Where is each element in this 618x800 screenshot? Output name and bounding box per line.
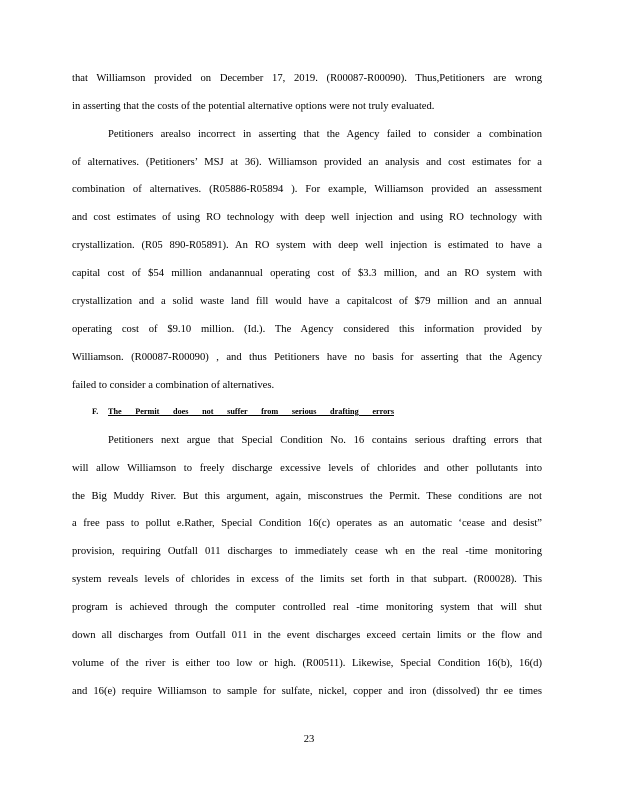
paragraph-line: will allow Williamson to freely discharge excessive levels of chlorides and other pollutants into — [72, 463, 542, 474]
paragraph-line: Petitioners next argue that Special Condition No. 16 contains serious drafting errors that — [108, 435, 542, 446]
paragraph-line: program is achieved through the computer controlled real -time monitoring system that will shut — [72, 602, 542, 613]
paragraph-line: operating cost of $9.10 million. (Id.). The Agency considered this information provided by — [72, 324, 542, 335]
paragraph-line: system reveals levels of chlorides in excess of the limits set forth in that subpart. (R00028). This — [72, 574, 542, 585]
paragraph-line: in asserting that the costs of the potential alternative options were not truly evaluated. — [72, 101, 435, 112]
paragraph-line: that Williamson provided on December 17, 2019. (R00087-R00090). Thus,Petitioners are wrong — [72, 73, 542, 84]
page-number: 23 — [303, 734, 315, 745]
paragraph-line: crystallization. (R05 890-R05891). An RO system with deep well injection is estimated to have a — [72, 240, 542, 251]
paragraph-line: a free pass to pollut e.Rather, Special Condition 16(c) operates as an automatic ‘cease and desist” — [72, 518, 542, 529]
paragraph-line: crystallization and a solid waste land fill would have a capitalcost of $79 million and an annual — [72, 296, 542, 307]
paragraph-line: and 16(e) require Williamson to sample for sulfate, nickel, copper and iron (dissolved) thr ee times — [72, 686, 542, 697]
paragraph-line: of alternatives. (Petitioners’ MSJ at 36). Williamson provided an analysis and cost estimates for a — [72, 157, 542, 168]
paragraph-line: down all discharges from Outfall 011 in the event discharges exceed certain limits or the flow and — [72, 630, 542, 641]
paragraph-line: combination of alternatives. (R05886-R05894 ). For example, Williamson provided an assessment — [72, 184, 542, 195]
paragraph-line: capital cost of $54 million andanannual operating cost of $3.3 million, and an RO system with — [72, 268, 542, 279]
paragraph-line: failed to consider a combination of alternatives. — [72, 380, 275, 391]
paragraph-line: provision, requiring Outfall 011 discharges to immediately cease wh en the real -time monitoring — [72, 546, 542, 557]
paragraph-line: the Big Muddy River. But this argument, again, misconstrues the Permit. These conditions are not — [72, 491, 542, 502]
paragraph-line: Williamson. (R00087-R00090) , and thus Petitioners have no basis for asserting that the Agency — [72, 352, 542, 363]
section-letter: F. — [92, 407, 99, 416]
section-heading — [92, 406, 394, 418]
paragraph-line: Petitioners arealso incorrect in asserting that the Agency failed to consider a combination — [108, 129, 542, 140]
paragraph-line: volume of the river is either too low or high. (R00511). Likewise, Special Condition 16(b), 16(d) — [72, 658, 542, 669]
section-title: The Permit does not suffer from serious drafting errors — [108, 407, 394, 416]
paragraph-line: and cost estimates of using RO technology with deep well injection and using RO technology with — [72, 212, 542, 223]
